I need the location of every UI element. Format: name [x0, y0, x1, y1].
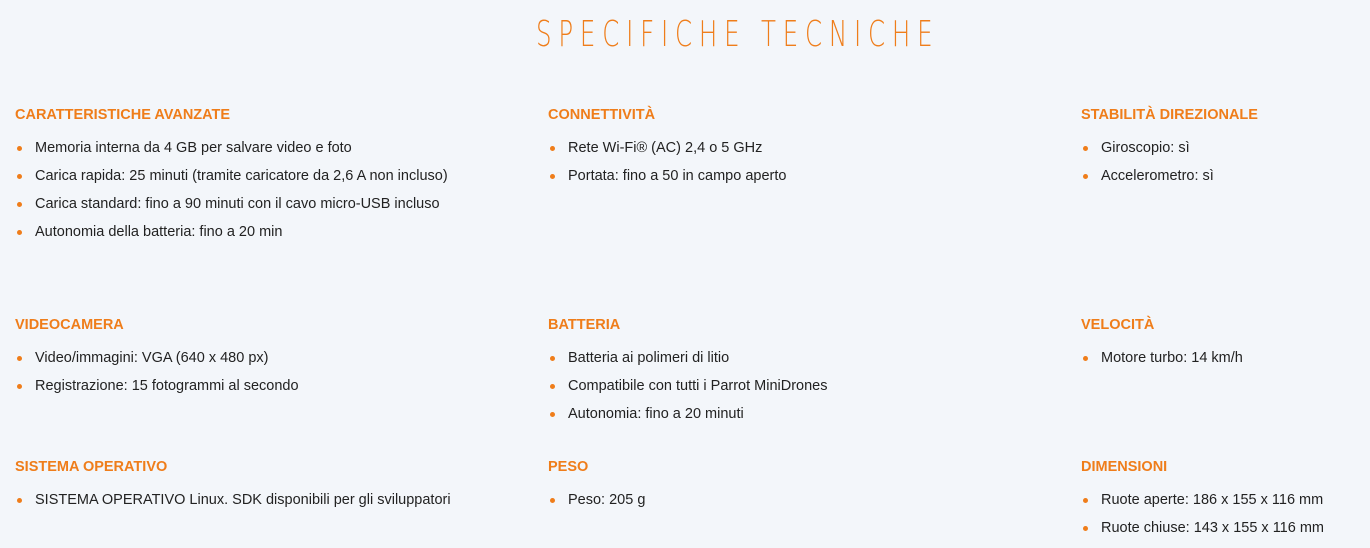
spec-list: [15, 490, 455, 510]
list-item: Peso: 205 g: [548, 490, 988, 510]
section-heading: BATTERIA: [548, 317, 621, 333]
bullet-icon: [550, 384, 555, 389]
list-item: SISTEMA OPERATIVO Linux. SDK disponibili per gli sviluppatori: [15, 490, 455, 510]
bullet-icon: [550, 498, 555, 503]
section-stabilita-direzionale: [1081, 106, 1366, 194]
bullet-icon: [550, 146, 555, 151]
list-item: Portata: fino a 50 in campo aperto: [548, 166, 988, 186]
spec-list: [1081, 490, 1366, 538]
section-batteria: [548, 316, 988, 432]
bullet-icon: [1083, 526, 1088, 531]
list-item: Motore turbo: 14 km/h: [1081, 348, 1366, 368]
bullet-icon: [17, 230, 22, 235]
list-item: Memoria interna da 4 GB per salvare video e foto: [15, 138, 455, 158]
section-dimensioni: [1081, 458, 1366, 546]
spec-list: [548, 348, 988, 424]
bullet-icon: [17, 202, 22, 207]
section-heading: STABILITÀ DIREZIONALE: [1081, 107, 1258, 123]
list-item: Video/immagini: VGA (640 x 480 px): [15, 348, 455, 368]
list-item: Carica standard: fino a 90 minuti con il cavo micro-USB incluso: [15, 194, 455, 214]
spec-list: [1081, 348, 1366, 368]
list-item: Autonomia della batteria: fino a 20 min: [15, 222, 455, 242]
section-heading: PESO: [548, 459, 589, 475]
section-heading: VELOCITÀ: [1081, 317, 1155, 333]
spec-list: [548, 138, 988, 186]
list-item: Autonomia: fino a 20 minuti: [548, 404, 988, 424]
spec-list: [548, 490, 988, 510]
bullet-icon: [1083, 498, 1088, 503]
list-item: Registrazione: 15 fotogrammi al secondo: [15, 376, 455, 396]
section-heading: SISTEMA OPERATIVO: [15, 459, 168, 475]
list-item: Carica rapida: 25 minuti (tramite caricatore da 2,6 A non incluso): [15, 166, 455, 186]
section-sistema-operativo: [15, 458, 455, 518]
list-item: Rete Wi-Fi® (AC) 2,4 o 5 GHz: [548, 138, 988, 158]
section-heading: DIMENSIONI: [1081, 459, 1168, 475]
list-item: Giroscopio: sì: [1081, 138, 1366, 158]
bullet-icon: [1083, 146, 1088, 151]
bullet-icon: [17, 146, 22, 151]
bullet-icon: [17, 174, 22, 179]
bullet-icon: [550, 412, 555, 417]
section-peso: [548, 458, 988, 518]
section-caratteristiche-avanzate: [15, 106, 455, 250]
section-heading: VIDEOCAMERA: [15, 317, 124, 333]
bullet-icon: [17, 498, 22, 503]
section-heading: CONNETTIVITÀ: [548, 107, 656, 123]
spec-list: [15, 138, 455, 242]
spec-list: [1081, 138, 1366, 186]
list-item: Accelerometro: sì: [1081, 166, 1366, 186]
bullet-icon: [1083, 174, 1088, 179]
spec-list: [15, 348, 455, 396]
page-title: SPECIFICHE TECNICHE: [536, 14, 940, 55]
section-heading: CARATTERISTICHE AVANZATE: [15, 107, 231, 123]
bullet-icon: [17, 384, 22, 389]
bullet-icon: [550, 174, 555, 179]
list-item: Ruote aperte: 186 x 155 x 116 mm: [1081, 490, 1366, 510]
section-videocamera: [15, 316, 455, 404]
section-velocita: [1081, 316, 1366, 376]
list-item: Compatibile con tutti i Parrot MiniDrones: [548, 376, 988, 396]
section-connettivita: [548, 106, 988, 194]
list-item: Batteria ai polimeri di litio: [548, 348, 988, 368]
bullet-icon: [1083, 356, 1088, 361]
list-item: Ruote chiuse: 143 x 155 x 116 mm: [1081, 518, 1366, 538]
bullet-icon: [17, 356, 22, 361]
bullet-icon: [550, 356, 555, 361]
